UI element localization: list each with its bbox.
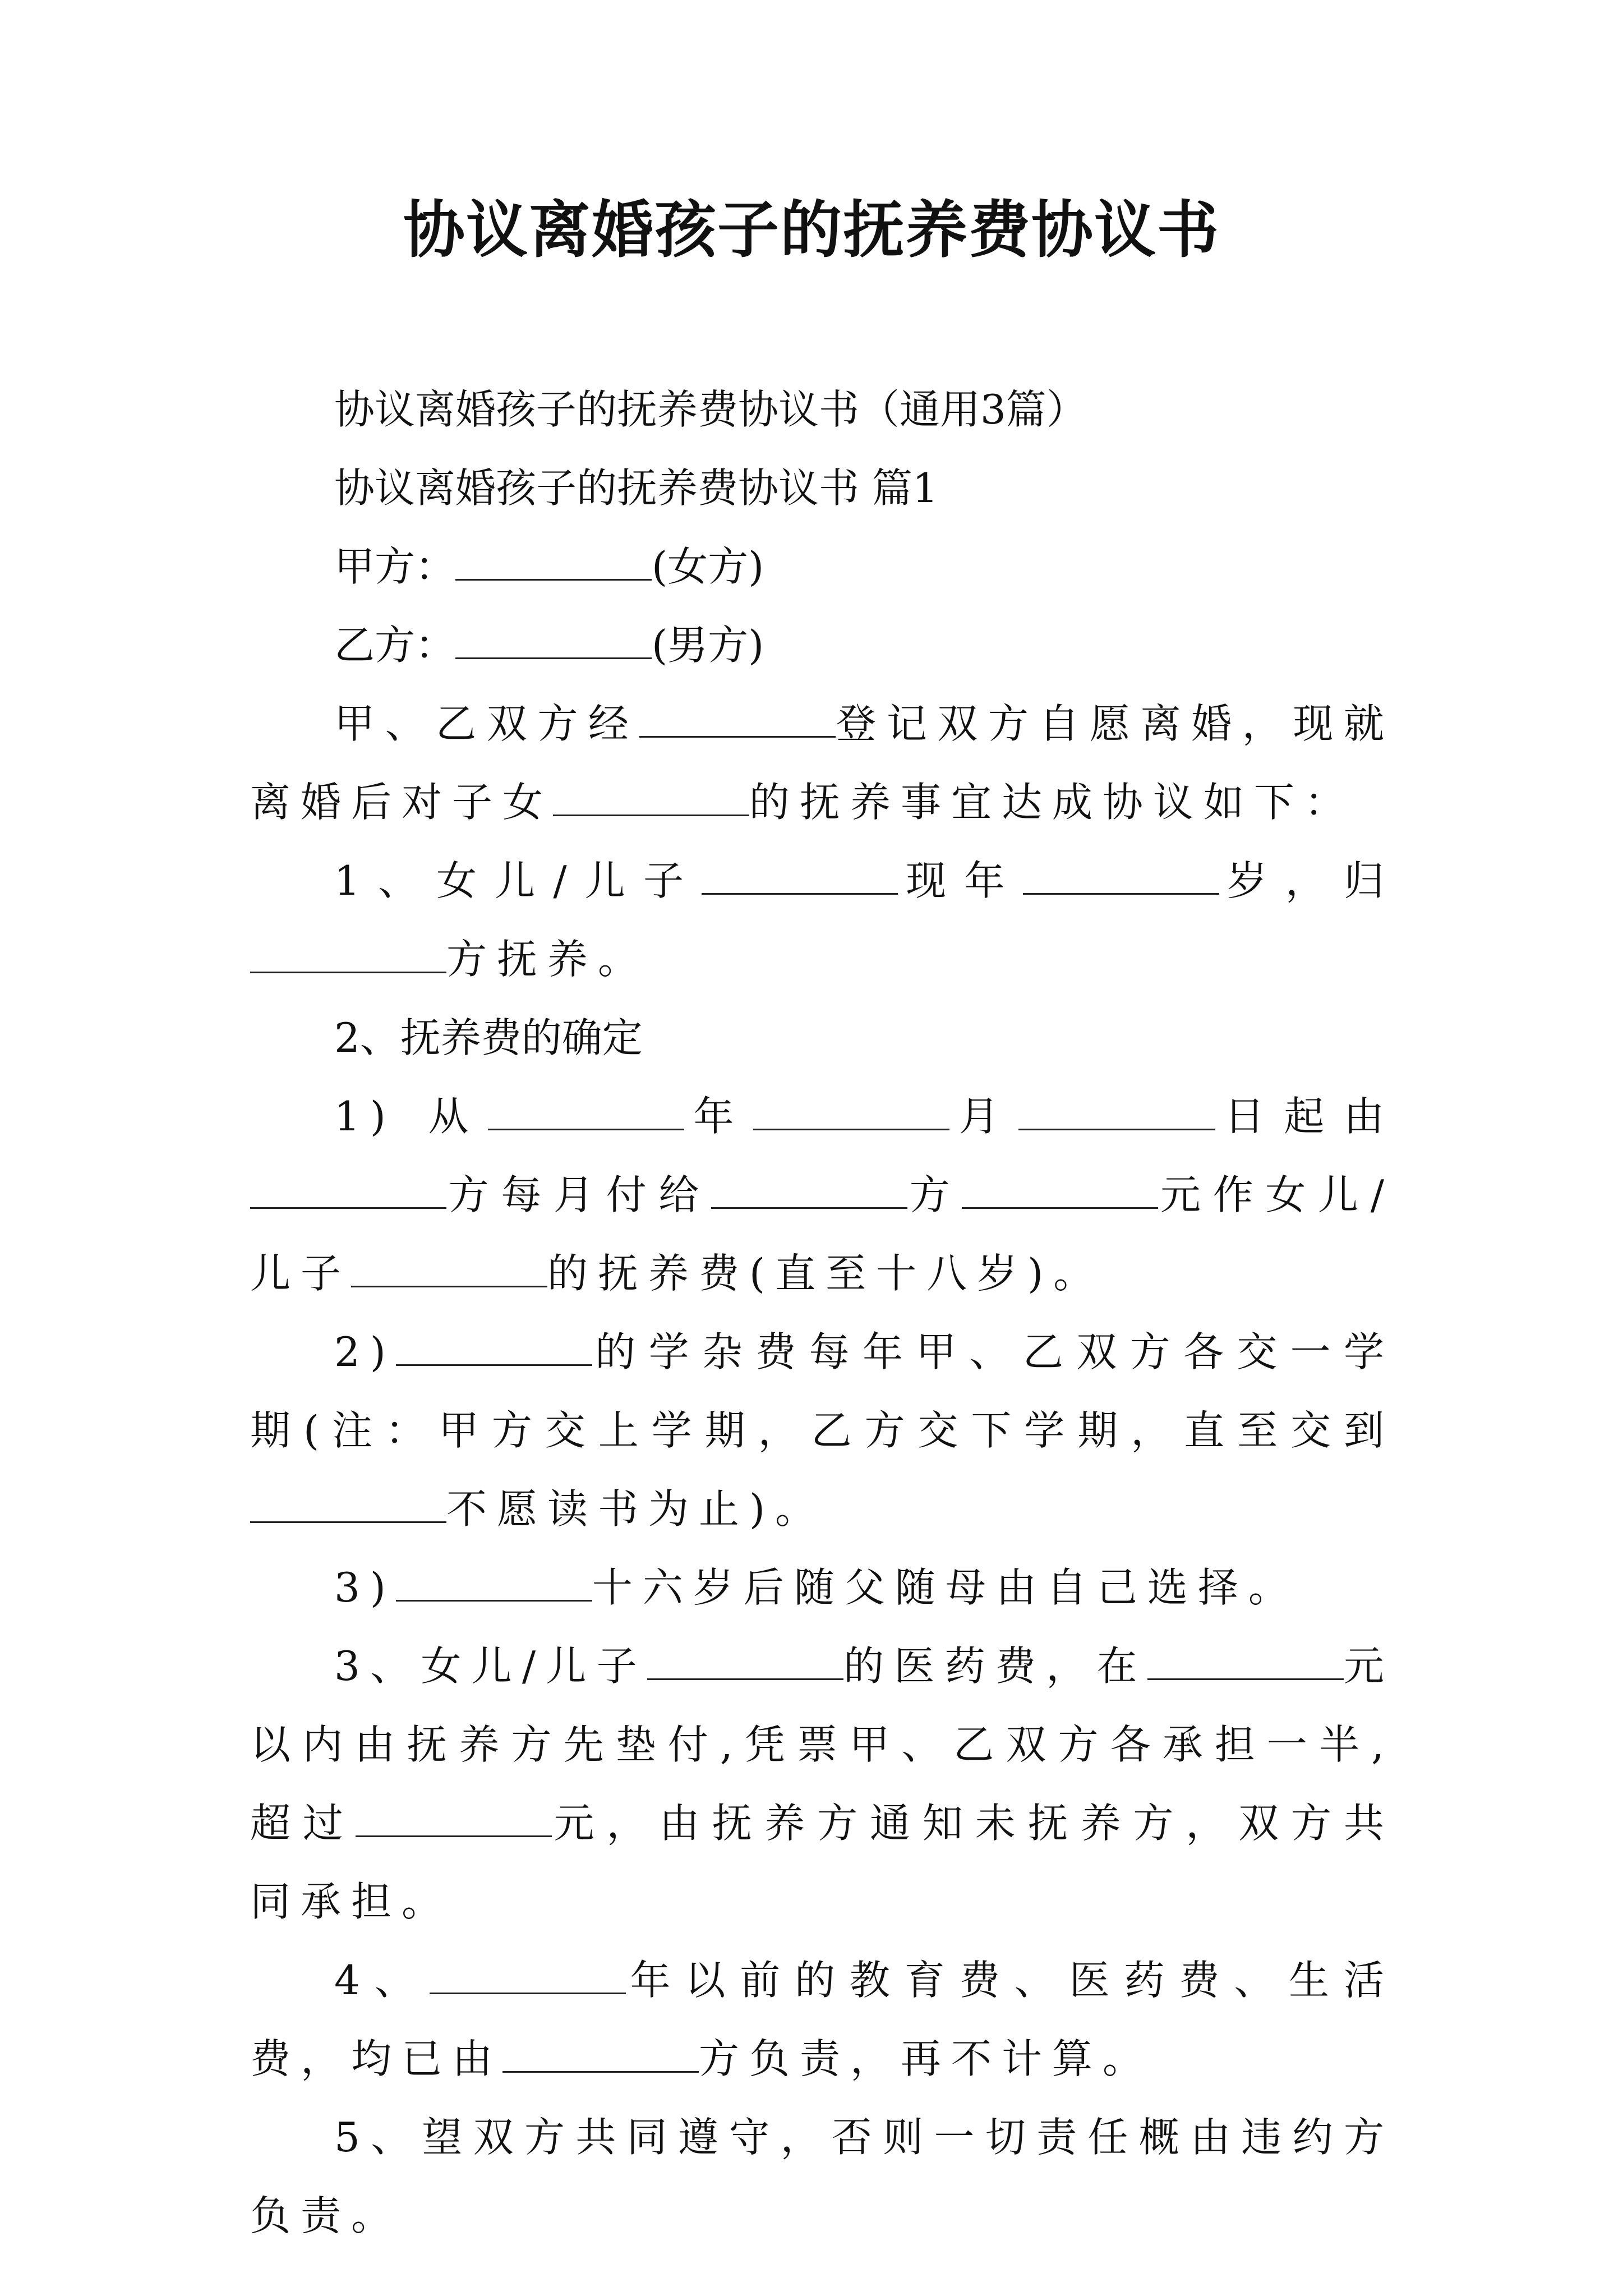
party-b-blank bbox=[455, 624, 652, 659]
item-5: 5、望双方共同遵守，否则一切责任概由违约方负责。 bbox=[250, 2114, 1394, 2239]
item-1: 1、女儿/儿子 现年 岁，归方抚养。 bbox=[250, 841, 1394, 999]
item-2-2: 2) 的学杂费每年甲、乙双方各交一学期(注：甲方交上学期，乙方交下学期，直至交到不愿读书为止)。 bbox=[250, 1328, 1394, 1533]
item-2-heading: 2、抚养费的确定 bbox=[334, 1014, 643, 1061]
document-title: 协议离婚孩子的抚养费协议书 bbox=[403, 194, 1220, 266]
item-2-3: 3) 十六岁后随父随母由自己选择。 bbox=[334, 1564, 1299, 1611]
item-2-1: 1) 从 年 月 日起由方每月付给 方 元作女儿/儿子 的抚养费(直至十八岁)。 bbox=[250, 1093, 1394, 1297]
item-4: 4、 年以前的教育费、医药费、生活费，均已由 方负责，再不计算。 bbox=[250, 1957, 1394, 2082]
intro-paragraph: 甲、乙双方经 登记双方自愿离婚，现就离婚后对子女 的抚养事宜达成协议如下： bbox=[250, 700, 1394, 826]
party-a-line: 甲方： (女方) bbox=[334, 543, 764, 590]
document-body bbox=[250, 370, 1394, 2255]
party-b-line: 乙方： (男方) bbox=[334, 622, 764, 669]
document-subtitle: 协议离婚孩子的抚养费协议书（通用3篇） bbox=[334, 386, 1087, 433]
party-a-blank bbox=[455, 545, 652, 581]
section-heading: 协议离婚孩子的抚养费协议书 篇1 bbox=[334, 464, 938, 512]
item-3: 3、女儿/儿子 的医药费，在 元以内由抚养方先垫付,凭票甲、乙双方各承担一半,超过 元，由抚养方通知未抚养方，双方共同承担。 bbox=[250, 1642, 1394, 1925]
